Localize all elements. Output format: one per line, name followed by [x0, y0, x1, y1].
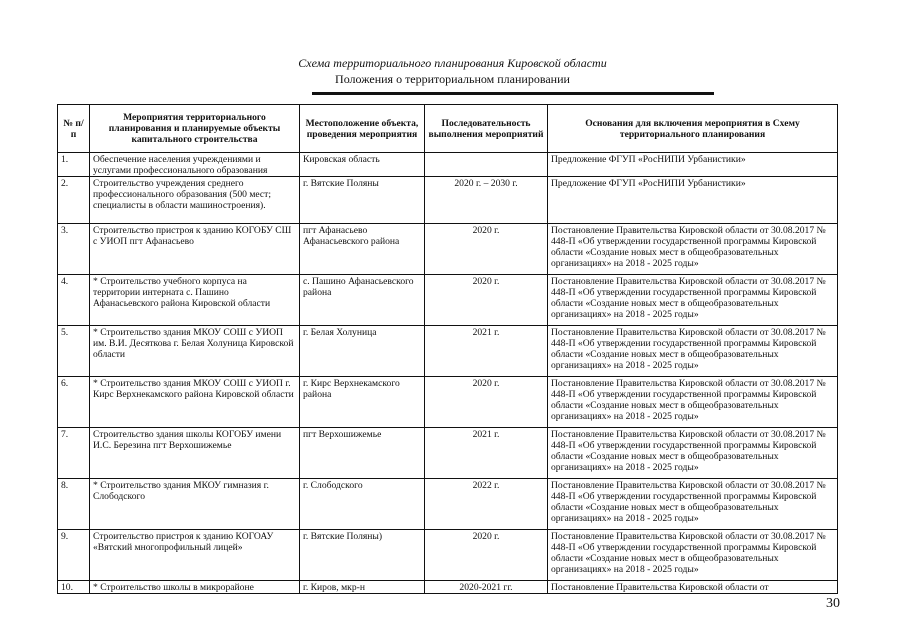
row-period: 2020 г. – 2030 г.	[425, 177, 548, 224]
table-row	[58, 479, 838, 530]
row-event: Строительство пристроя к зданию КОГОБУ СШ с УИОП пгт Афанасьево	[90, 224, 300, 275]
header-rule	[312, 92, 714, 95]
row-event: * Строительство здания МКОУ СОШ с УИОП г. Кирс Верхнекамского района Кировской области	[90, 377, 300, 428]
row-location: г. Вятские Поляны	[300, 177, 425, 224]
table-row	[58, 428, 838, 479]
row-location: г. Кирс Верхнекамского района	[300, 377, 425, 428]
row-event: * Строительство школы в микрорайоне	[90, 581, 300, 594]
table-header-row	[58, 105, 838, 153]
row-period: 2020 г.	[425, 275, 548, 326]
row-location: Кировская область	[300, 153, 425, 177]
row-number: 1.	[58, 153, 90, 177]
row-number: 9.	[58, 530, 90, 581]
row-event: Строительство учреждения среднего профессионального образования (500 мест; специалисты в области машиностроения).	[90, 177, 300, 224]
row-event: * Строительство здания МКОУ СОШ с УИОП им. В.И. Десяткова г. Белая Холуница Кировской области	[90, 326, 300, 377]
row-basis: Постановление Правительства Кировской области от 30.08.2017 № 448-П «Об утверждении государственной программы Кировской области «Создание новых мест в общеобразовательных организациях» на 2018 - 2025 годы»	[548, 224, 838, 275]
row-period	[425, 153, 548, 177]
row-number: 10.	[58, 581, 90, 594]
column-header-event: Мероприятия территориального планирования и планируемые объекты капитального строительства	[90, 105, 300, 153]
row-basis: Предложение ФГУП «РосНИПИ Урбанистики»	[548, 177, 838, 224]
planning-table	[57, 104, 838, 594]
row-location: пгт Афанасьево Афанасьевского района	[300, 224, 425, 275]
table-row	[58, 530, 838, 581]
row-number: 4.	[58, 275, 90, 326]
document-title: Схема территориального планирования Кировской области	[298, 56, 607, 70]
column-header-basis: Основания для включения мероприятия в Схему территориального планирования	[548, 105, 838, 153]
column-header-num: № п/п	[58, 105, 90, 153]
row-location: г. Белая Холуница	[300, 326, 425, 377]
row-number: 8.	[58, 479, 90, 530]
row-period: 2020-2021 гг.	[425, 581, 548, 594]
row-event: * Строительство здания МКОУ гимназия г. Слободского	[90, 479, 300, 530]
row-period: 2020 г.	[425, 377, 548, 428]
row-period: 2020 г.	[425, 224, 548, 275]
row-period: 2020 г.	[425, 530, 548, 581]
row-number: 2.	[58, 177, 90, 224]
row-basis: Постановление Правительства Кировской области от 30.08.2017 № 448-П «Об утверждении государственной программы Кировской области «Создание новых мест в общеобразовательных организациях» на 2018 - 2025 годы»	[548, 275, 838, 326]
row-location: пгт Верхошижемье	[300, 428, 425, 479]
row-event: Строительство пристроя к зданию КОГОАУ «Вятский многопрофильный лицей»	[90, 530, 300, 581]
row-number: 3.	[58, 224, 90, 275]
row-basis: Постановление Правительства Кировской области от 30.08.2017 № 448-П «Об утверждении государственной программы Кировской области «Создание новых мест в общеобразовательных организациях» на 2018 - 2025 годы»	[548, 530, 838, 581]
table-row	[58, 153, 838, 177]
row-basis: Постановление Правительства Кировской области от 30.08.2017 № 448-П «Об утверждении государственной программы Кировской области «Создание новых мест в общеобразовательных организациях» на 2018 - 2025 годы»	[548, 377, 838, 428]
row-number: 5.	[58, 326, 90, 377]
page-number: 30	[826, 596, 840, 611]
row-basis: Постановление Правительства Кировской области от	[548, 581, 838, 594]
table-row	[58, 224, 838, 275]
column-header-period: Последовательность выполнения мероприятий	[425, 105, 548, 153]
table-row	[58, 377, 838, 428]
table-row	[58, 177, 838, 224]
row-event: Строительство здания школы КОГОБУ имени И.С. Березина пгт Верхошижемье	[90, 428, 300, 479]
row-period: 2021 г.	[425, 326, 548, 377]
row-event: * Строительство учебного корпуса на территории интерната с. Пашино Афанасьевского района Кировской области	[90, 275, 300, 326]
table-row	[58, 581, 838, 594]
document-subtitle: Положения о территориальном планировании	[335, 72, 570, 86]
row-basis: Постановление Правительства Кировской области от 30.08.2017 № 448-П «Об утверждении государственной программы Кировской области «Создание новых мест в общеобразовательных организациях» на 2018 - 2025 годы»	[548, 326, 838, 377]
row-location: г. Вятские Поляны)	[300, 530, 425, 581]
row-location: с. Пашино Афанасьевского района	[300, 275, 425, 326]
row-number: 6.	[58, 377, 90, 428]
row-period: 2021 г.	[425, 428, 548, 479]
row-number: 7.	[58, 428, 90, 479]
row-location: г. Слободского	[300, 479, 425, 530]
column-header-location: Местоположение объекта, проведения мероприятия	[300, 105, 425, 153]
row-basis: Предложение ФГУП «РосНИПИ Урбанистики»	[548, 153, 838, 177]
row-period: 2022 г.	[425, 479, 548, 530]
table-row	[58, 275, 838, 326]
row-basis: Постановление Правительства Кировской области от 30.08.2017 № 448-П «Об утверждении государственной программы Кировской области «Создание новых мест в общеобразовательных организациях» на 2018 - 2025 годы»	[548, 479, 838, 530]
row-event: Обеспечение населения учреждениями и услугами профессионального образования	[90, 153, 300, 177]
table-row	[58, 326, 838, 377]
row-location: г. Киров, мкр-н	[300, 581, 425, 594]
row-basis: Постановление Правительства Кировской области от 30.08.2017 № 448-П «Об утверждении государственной программы Кировской области «Создание новых мест в общеобразовательных организациях» на 2018 - 2025 годы»	[548, 428, 838, 479]
